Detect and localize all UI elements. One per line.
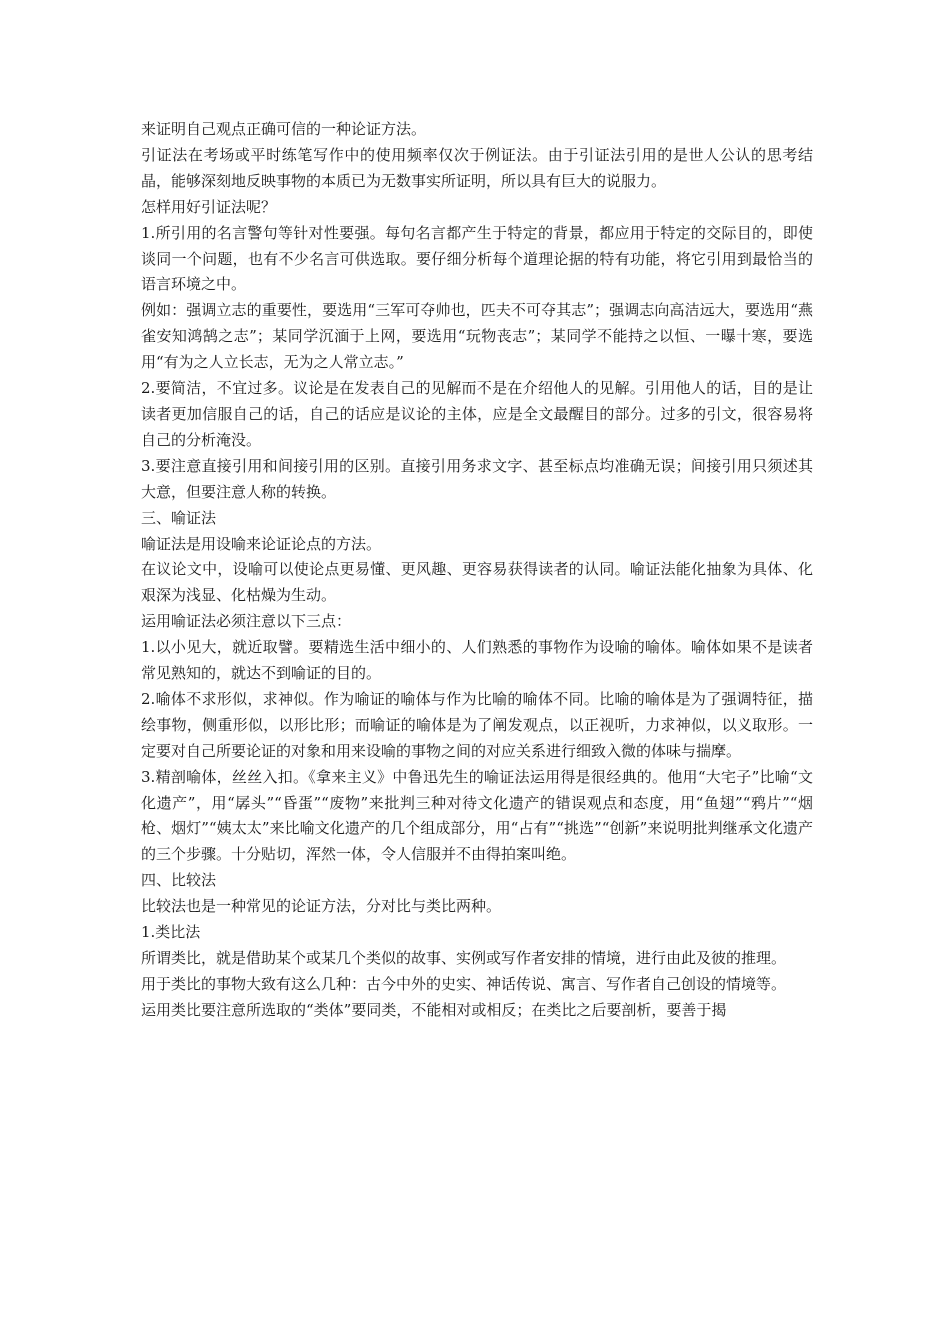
paragraph-analogy-cautions: 运用类比要注意所选取的“类体”要同类，不能相对或相反；在类比之后要剖析，要善于揭 <box>141 1000 727 1019</box>
subheading-analogy-method: 1.类比法 <box>141 923 201 942</box>
paragraph-metaphor-point-3: 3.精剖喻体，丝丝入扣。《拿来主义》中鲁迅先生的喻证法运用得是很经典的。他用“大宅子”比喻“文化遗产”，用“孱头”“昏蛋”“废物”来批判三种对待文化遗产的错误观点和态度，用“鱼翅”“鸦片”“烟枪、烟灯”“姨太太”来比喻文化遗产的几个组成部分，用“占有”“挑选”“创新”来说明批判继承文化遗产的三个步骤。十分贴切，浑然一体，令人信服并不由得拍案叫绝。 <box>141 767 813 864</box>
paragraph-citation-example: 例如：强调立志的重要性，要选用“三军可夺帅也，匹夫不可夺其志”；强调志向高洁远大，要选用“燕雀安知鸿鹄之志”；某同学沉湎于上网，要选用“玩物丧志”；某同学不能持之以恒、一曝十寒，要选用“有为之人立长志，无为之人常立志。” <box>141 301 813 372</box>
paragraph-metaphor-point-2: 2.喻体不求形似，求神似。作为喻证的喻体与作为比喻的喻体不同。比喻的喻体是为了强调特征，描绘事物，侧重形似，以形比形；而喻证的喻体是为了阐发观点，以正视听，力求神似，以义取形。一定要对自己所要论证的对象和用来设喻的事物之间的对应关系进行细致入微的体味与揣摩。 <box>141 689 813 760</box>
document-page <box>141 117 813 1024</box>
paragraph-how-to-cite-question: 怎样用好引证法呢？ <box>141 197 277 216</box>
paragraph-citation-frequency: 引证法在考场或平时练笔写作中的使用频率仅次于例证法。由于引证法引用的是世人公认的思考结晶，能够深刻地反映事物的本质已为无数事实所证明，所以具有巨大的说服力。 <box>141 145 813 190</box>
paragraph-metaphor-benefits: 在议论文中，设喻可以使论点更易懂、更风趣、更容易获得读者的认同。喻证法能化抽象为具体、化艰深为浅显、化枯燥为生动。 <box>141 560 813 605</box>
paragraph-comparison-intro: 比较法也是一种常见的论证方法，分对比与类比两种。 <box>141 897 502 916</box>
paragraph-method-definition-end: 来证明自己观点正确可信的一种论证方法。 <box>141 120 427 138</box>
paragraph-citation-point-2: 2.要简洁，不宜过多。议论是在发表自己的见解而不是在介绍他人的见解。引用他人的话，目的是让读者更加信服自己的话，自己的话应是议论的主体，应是全文最醒目的部分。过多的引文，很容易将自己的分析淹没。 <box>141 379 813 449</box>
paragraph-analogy-definition: 所谓类比，就是借助某个或某几个类似的故事、实例或写作者安排的情境，进行由此及彼的推理。 <box>141 949 787 967</box>
paragraph-citation-point-1: 1.所引用的名言警句等针对性要强。每句名言都产生于特定的背景，都应用于特定的交际目的，即使谈同一个问题，也有不少名言可供选取。要仔细分析每个道理论据的特有功能，将它引用到最恰当的语言环境之中。 <box>141 223 813 294</box>
paragraph-metaphor-definition: 喻证法是用设喻来论证论点的方法。 <box>141 534 382 553</box>
paragraph-citation-point-3: 3.要注意直接引用和间接引用的区别。直接引用务求文字、甚至标点均准确无误；间接引用只须述其大意，但要注意人称的转换。 <box>141 456 813 501</box>
section-heading-metaphor-method: 三、喻证法 <box>141 508 217 527</box>
paragraph-metaphor-point-1: 1.以小见大，就近取譬。要精选生活中细小的、人们熟悉的事物作为设喻的喻体。喻体如果不是读者常见熟知的，就达不到喻证的目的。 <box>141 638 813 683</box>
section-heading-comparison-method: 四、比较法 <box>141 871 217 890</box>
paragraph-analogy-sources: 用于类比的事物大致有这么几种：古今中外的史实、神话传说、寓言、写作者自己创设的情境等。 <box>141 974 787 993</box>
paragraph-metaphor-three-points: 运用喻证法必须注意以下三点： <box>141 612 352 631</box>
